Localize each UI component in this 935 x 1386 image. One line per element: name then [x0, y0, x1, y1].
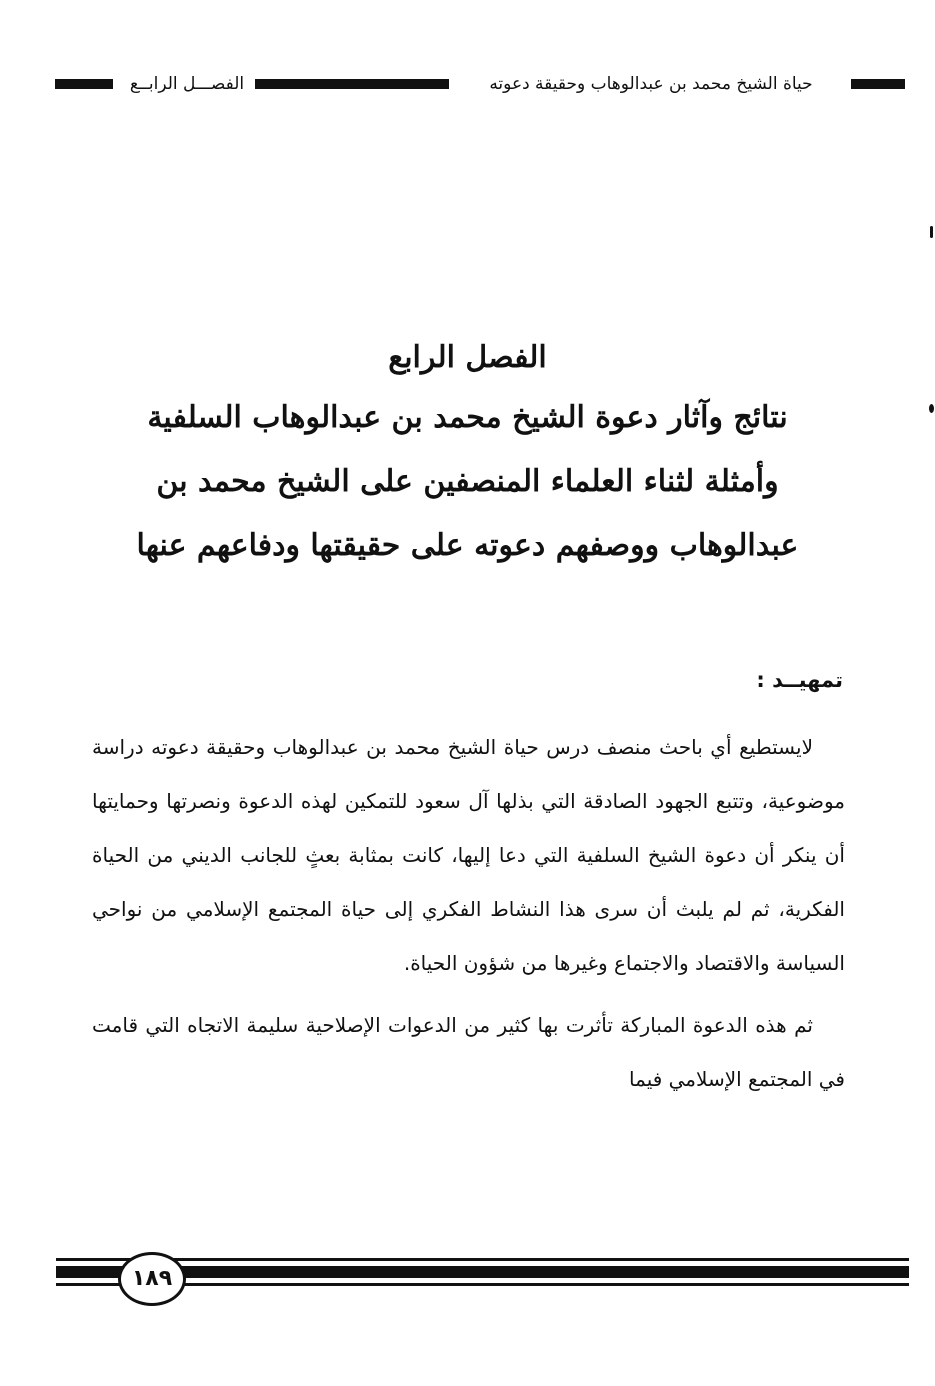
header-chapter: الفصـــل الرابــع [129, 74, 245, 94]
footer-rule-top [56, 1258, 909, 1261]
paragraph: ثم هذه الدعوة المباركة تأثرت بها كثير من الدعوات الإصلاحية سليمة الاتجاه التي قامت في المجتمع الإسلامي فيما [92, 1013, 845, 1091]
chapter-heading [80, 330, 855, 578]
paragraph: لايستطيع أي باحث منصف درس حياة الشيخ محمد بن عبدالوهاب وحقيقة دعوته دراسة موضوعية، وتتبع الجهود الصادقة التي بذلها آل سعود للتمكين لهذه الدعوة ونصرتها وحمايتها أن ينكر أن دعوة الشيخ السلفية التي دعا إليها، كانت بمثابة بعثٍ للجانب الديني من الحياة الفكرية، ثم لم يلبث أن سرى هذا النشاط الفكري إلى حياة المجتمع الإسلامي من نواحي السياسة والاقتصاد والاجتماع وغيرها من شؤون الحياة. [92, 735, 845, 975]
scan-speck [930, 226, 933, 238]
page-footer [56, 1252, 909, 1302]
intro-label: تمهيــد : [756, 668, 843, 692]
chapter-label: الفصل الرابع [388, 340, 547, 375]
chapter-title-line: عبدالوهاب ووصفهم دعوته على حقيقتها ودفاعهم عنها [136, 528, 799, 563]
chapter-title-line: وأمثلة لثناء العلماء المنصفين على الشيخ محمد بن [156, 464, 779, 499]
page-number: ١٨٩ [118, 1252, 186, 1306]
header-rule-middle [255, 79, 449, 89]
chapter-title-line: نتائج وآثار دعوة الشيخ محمد بن عبدالوهاب السلفية [147, 400, 788, 435]
header-rule-left [55, 79, 113, 89]
scan-speck [929, 404, 934, 413]
header-book-title: حياة الشيخ محمد بن عبدالوهاب وحقيقة دعوته [489, 74, 813, 94]
body-text [92, 720, 845, 1114]
header-rule-right [851, 79, 905, 89]
running-header [55, 70, 905, 98]
